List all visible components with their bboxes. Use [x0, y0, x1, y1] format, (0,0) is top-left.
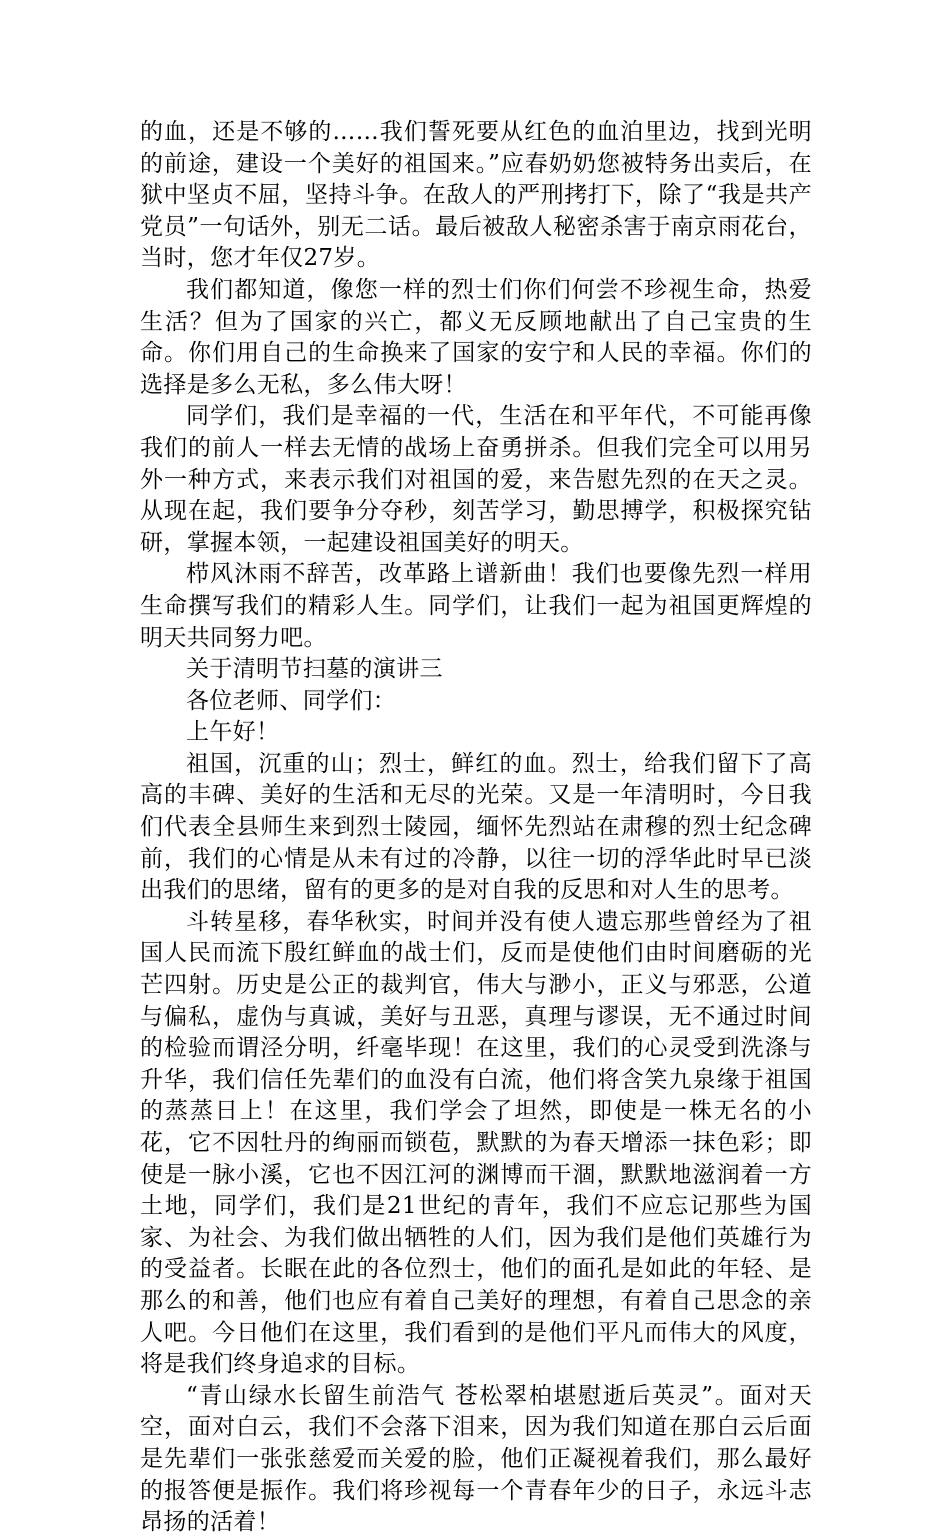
salutation: 各位老师、同学们： — [186, 687, 397, 714]
greeting: 上午好！ — [186, 719, 280, 746]
paragraph-7: “青山绿水长留生前浩气 苍松翠柏堪慰逝后英灵”。面对天空，面对白云，我们不会落下泪来，因为我们知道在那白云后面是先辈们一张张慈爱而关爱的脸，他们正凝视着我们，那么最好的报答便是振作。我们将珍视每一个青春年少的日子，永远斗志昂扬的活着！ — [140, 1382, 812, 1536]
paragraph-3: 同学们，我们是幸福的一代，生活在和平年代，不可能再像我们的前人一样去无情的战场上奋勇拼杀。但我们完全可以用另外一种方式，来表示我们对祖国的爱，来告慰先烈的在天之灵。从现在起，我们要争分夺秒，刻苦学习，勤思搏学，积极探究钻研，掌握本领，一起建设祖国美好的明天。 — [140, 403, 812, 556]
paragraph-6: 斗转星移，春华秋实，时间并没有使人遗忘那些曾经为了祖国人民而流下殷红鲜血的战士们，反而是使他们由时间磨砺的光芒四射。历史是公正的裁判官，伟大与渺小，正义与邪恶，公道与偏私，虚伪与真诚，美好与丑恶，真理与谬误，无不通过时间的检验而谓泾分明，纤毫毕现！在这里，我们的心灵受到洗涤与升华，我们信任先辈们的血没有白流，他们将含笑九泉缘于祖国的蒸蒸日上！在这里，我们学会了坦然，即使是一株无名的小花，它不因牡丹的绚丽而锁苞，默默的为春天增添一抹色彩；即使是一脉小溪，它也不因江河的渊博而干涸，默默地滋润着一方土地，同学们，我们是21世纪的青年，我们不应忘记那些为国家、为社会、为我们做出牺牲的人们，因为我们是他们英雄行为的受益者。长眠在此的各位烈士，他们的面孔是如此的年轻、是那么的和善，他们也应有着自己美好的理想，有着自己思念的亲人吧。今日他们在这里，我们看到的是他们平凡而伟大的风度，将是我们终身追求的目标。 — [140, 908, 812, 1378]
paragraph-4: 栉风沐雨不辞苦，改革路上谱新曲！我们也要像先烈一样用生命撰写我们的精彩人生。同学们，让我们一起为祖国更辉煌的明天共同努力吧。 — [140, 561, 812, 651]
document-body — [140, 117, 812, 1539]
paragraph-2: 我们都知道，像您一样的烈士们你们何尝不珍视生命，热爱生活？但为了国家的兴亡，都义无反顾地献出了自己宝贵的生命。你们用自己的生命换来了国家的安宁和人民的幸福。你们的选择是多么无私，多么伟大呀！ — [140, 276, 812, 398]
paragraph-1: 的血，还是不够的……我们誓死要从红色的血泊里边，找到光明的前途，建设一个美好的祖国来。”应春奶奶您被特务出卖后，在狱中坚贞不屈，坚持斗争。在敌人的严刑拷打下，除了“我是共产党员”一句话外，别无二话。最后被敌人秘密杀害于南京雨花台，当时，您才年仅27岁。 — [140, 119, 812, 272]
speech-title: 关于清明节扫墓的演讲三 — [186, 656, 443, 683]
paragraph-5: 祖国，沉重的山；烈士，鲜红的血。烈士，给我们留下了高高的丰碑、美好的生活和无尽的光荣。又是一年清明时，今日我们代表全县师生来到烈士陵园，缅怀先烈站在肃穆的烈士纪念碑前，我们的心情是从未有过的冷静，以往一切的浮华此时早已淡出我们的思绪，留有的更多的是对自我的反思和对人生的思考。 — [140, 750, 812, 904]
